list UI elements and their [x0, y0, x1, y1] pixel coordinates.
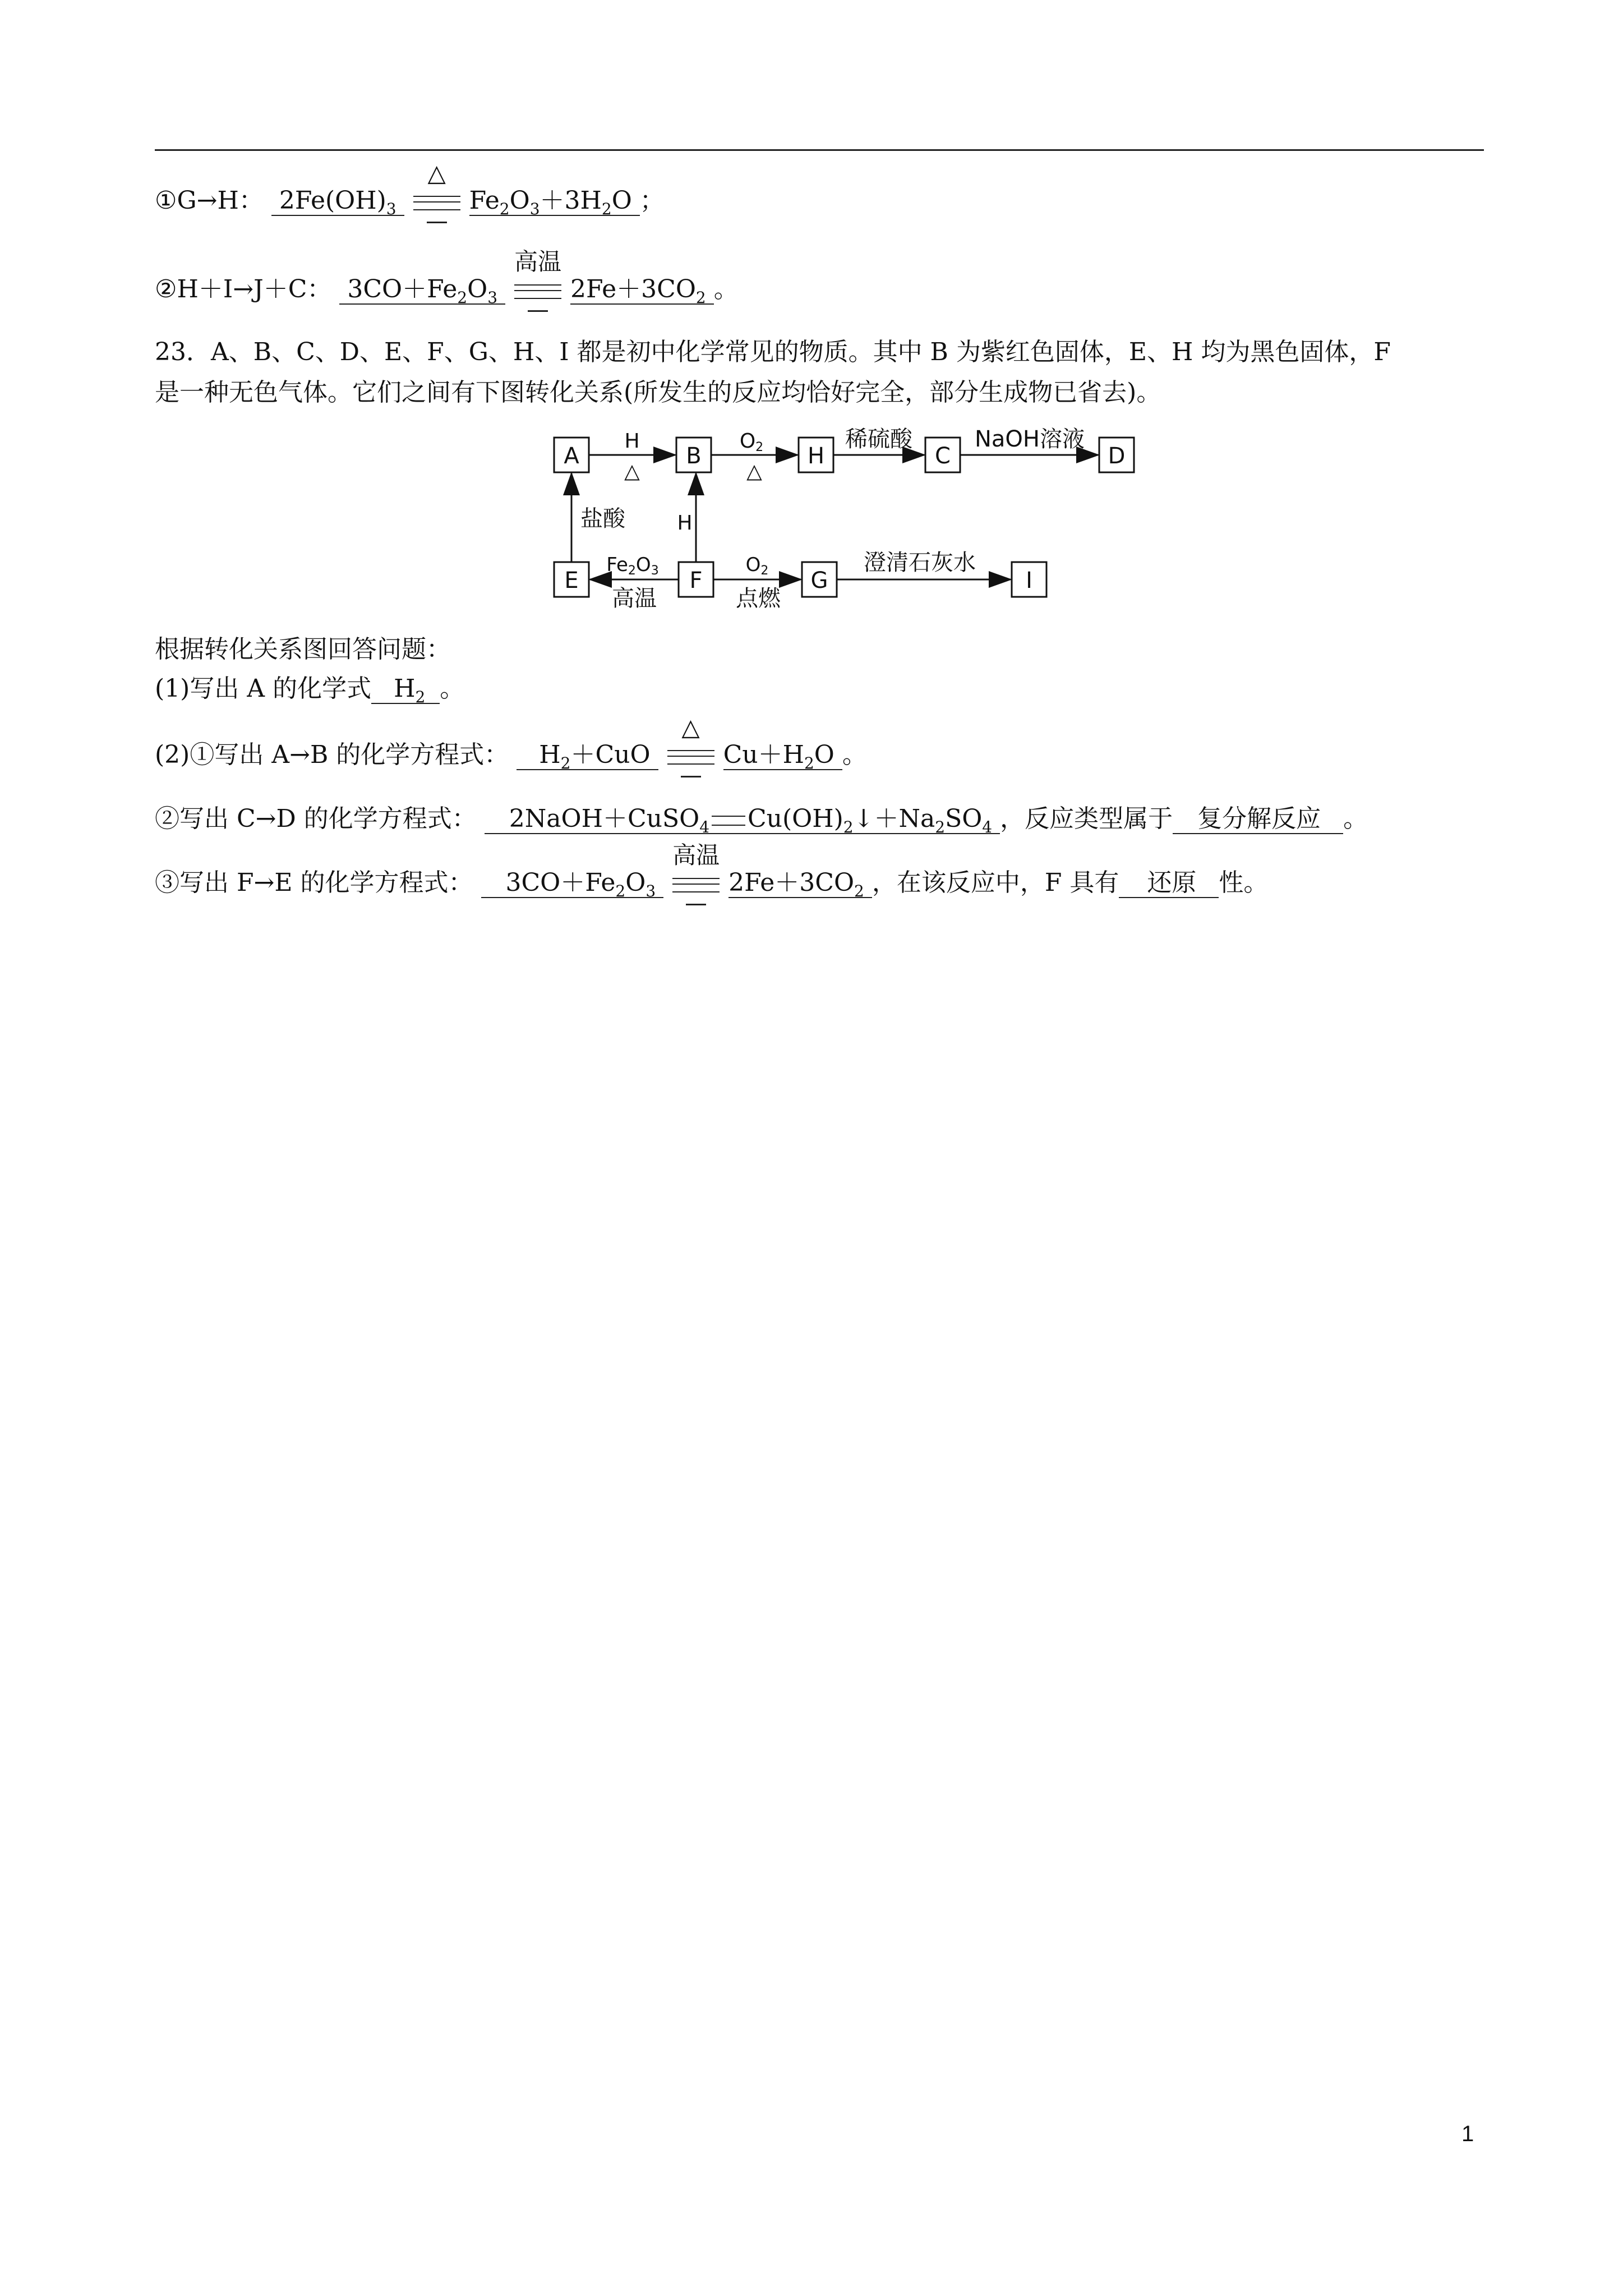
subscript: 2 [843, 818, 854, 836]
answer-blank [723, 741, 842, 770]
line-suffix: ； [639, 186, 665, 215]
condition-text: △ [681, 713, 700, 741]
answer-blank [481, 869, 664, 898]
reaction-condition [664, 713, 718, 772]
box-d-label: D [1108, 443, 1126, 469]
question-23-text-b: 是一种无色气体。它们之间有下图转化关系(所发生的反应均恰好完全，部分生成物已省去)。 [155, 378, 1161, 407]
subscript: 2 [560, 754, 571, 772]
question-2-2 [155, 803, 1368, 835]
reaction-condition [410, 159, 464, 218]
condition-text: 高温 [514, 247, 562, 275]
line-suffix: 。 [1343, 804, 1368, 833]
answer-text: 还原 [1147, 868, 1197, 897]
question-2-3 [155, 841, 1269, 900]
condition-text: 高温 [672, 841, 720, 869]
answer-text: 2Fe(OH) [279, 186, 386, 215]
answer-text: Cu＋H [723, 740, 804, 769]
box-i-label: I [1026, 568, 1032, 593]
answer-blank [339, 275, 505, 305]
answer-text: ＋3H [540, 186, 602, 215]
subscript: 3 [529, 200, 540, 218]
subscript: 2 [457, 288, 468, 307]
box-f-label: F [689, 568, 703, 593]
answer-line-g-to-h [155, 159, 665, 218]
condition-text: △ [427, 159, 446, 187]
question-2-1 [155, 713, 867, 772]
subscript: 3 [386, 200, 396, 218]
box-a-label: A [564, 443, 579, 469]
box-c [925, 438, 960, 472]
label-fe-top: Fe2O3 [606, 554, 659, 578]
header-rule [155, 149, 1484, 151]
subscript: 2 [935, 818, 946, 836]
label-hc-top: 稀硫酸 [845, 426, 912, 452]
answer-text: SO [945, 804, 983, 833]
subscript: 4 [982, 818, 993, 836]
answer-text: H [394, 674, 416, 703]
answer-text: O [509, 186, 530, 215]
answer-blank [570, 275, 714, 305]
question-23-text-a: 23．A、B、C、D、E、F、G、H、I 都是初中化学常见的物质。其中 B 为紫红色固体，E、H 均为黑色固体，F [155, 338, 1391, 366]
line-suffix: 。 [440, 674, 465, 703]
answer-text: O [467, 275, 488, 303]
answer-text: ↓＋Na [853, 804, 935, 833]
answer-text: O [625, 868, 646, 897]
answer-text: Fe [469, 186, 500, 215]
box-e [554, 562, 589, 597]
answer-text: ＋CuO [570, 740, 651, 769]
box-a [554, 438, 589, 472]
box-i [1012, 562, 1046, 597]
line-prefix: (2)①写出 A→B 的化学方程式： [155, 740, 509, 769]
answer-blank [371, 675, 440, 704]
answer-text: H [539, 740, 561, 769]
line-prefix: ①G→H： [155, 186, 264, 215]
label-gi-top: 澄清石灰水 [864, 550, 976, 576]
question-1 [155, 673, 464, 705]
subscript: 2 [804, 754, 814, 772]
subscript: 2 [499, 200, 510, 218]
subscript: 3 [487, 288, 498, 307]
answer-blank [469, 187, 640, 216]
answer-text: O [611, 186, 632, 215]
answer-text: 复分解反应 [1197, 804, 1321, 833]
box-d [1099, 438, 1134, 472]
answer-text: 3CO＋Fe [347, 275, 458, 303]
label-ab-bottom: △ [624, 460, 640, 483]
box-g [802, 562, 837, 597]
label-fg-top: O2 [745, 554, 769, 578]
subscript: 2 [695, 288, 706, 307]
line-prefix: (1)写出 A 的化学式 [155, 674, 372, 703]
subscript: 2 [415, 688, 426, 706]
answer-text: 3CO＋Fe [505, 868, 616, 897]
answer-blank [517, 741, 658, 770]
subscript: 2 [615, 882, 626, 900]
subscript: 4 [699, 818, 710, 836]
answer-blank [485, 805, 1000, 834]
answer-blank [271, 187, 404, 216]
answer-text: 2Fe＋3CO [728, 868, 855, 897]
label-ea: 盐酸 [580, 506, 625, 532]
box-h [799, 438, 833, 472]
box-e-label: E [564, 568, 579, 593]
subscript: 2 [854, 882, 864, 900]
answer-blank [728, 869, 872, 898]
answer-text: Cu(OH) [748, 804, 843, 833]
page-number: 1 [1461, 2122, 1474, 2146]
line-prefix: ②H＋I→J＋C： [155, 275, 332, 303]
label-ab-top: H [624, 430, 640, 453]
label-bh-bottom: △ [746, 460, 762, 483]
answer-blank [1173, 805, 1343, 834]
answer-intro: 根据转化关系图回答问题： [155, 635, 451, 664]
box-b [676, 438, 711, 472]
answer-line-h-i [155, 247, 739, 307]
reaction-condition [511, 247, 565, 307]
box-b-label: B [686, 443, 702, 469]
answer-text: 2Fe＋3CO [570, 275, 696, 303]
box-g-label: G [810, 568, 828, 593]
label-cd-top: NaOH溶液 [975, 426, 1085, 452]
equals-sign [712, 816, 745, 826]
label-fb: H [677, 512, 693, 535]
box-f [679, 562, 713, 597]
answer-text: O [814, 740, 834, 769]
reaction-condition [669, 841, 723, 900]
answer-blank [1119, 869, 1219, 898]
subscript: 3 [645, 882, 656, 900]
answer-text: 2NaOH＋CuSO [509, 804, 700, 833]
subscript: 2 [601, 200, 612, 218]
line-prefix: ③写出 F→E 的化学方程式： [155, 868, 473, 897]
box-c-label: C [935, 443, 951, 469]
box-h-label: H [807, 443, 825, 469]
line-prefix: ②写出 C→D 的化学方程式： [155, 804, 477, 833]
line-middle: ，反应类型属于 [1000, 804, 1173, 833]
label-fe-bottom: 高温 [612, 586, 657, 611]
line-suffix: 性。 [1219, 868, 1269, 897]
line-middle: ，在该反应中，F 具有 [872, 868, 1119, 897]
label-fg-bottom: 点燃 [736, 586, 781, 611]
label-bh-top: O2 [739, 430, 764, 454]
line-suffix: 。 [842, 740, 867, 769]
line-suffix: 。 [713, 275, 739, 303]
